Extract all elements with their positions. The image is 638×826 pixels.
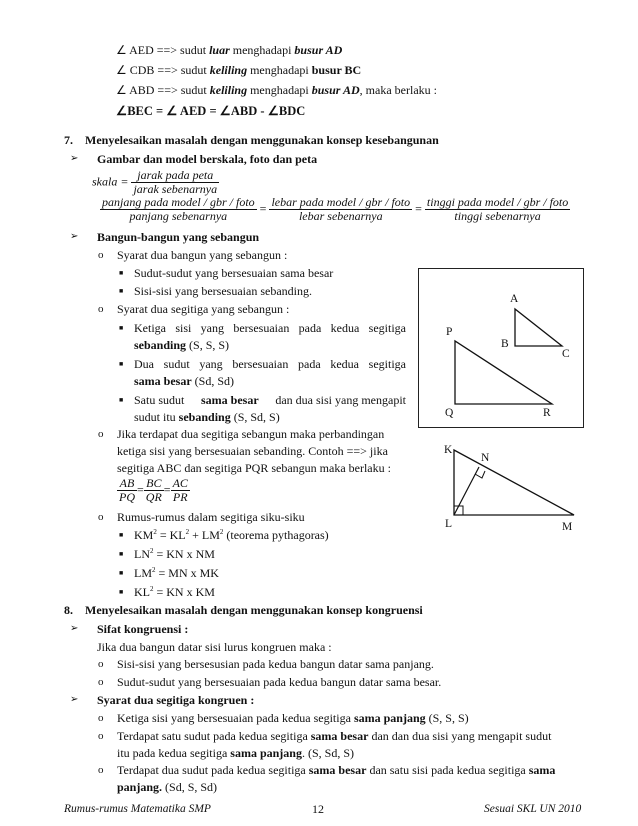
text: menghadapi [229, 43, 295, 57]
arrow-bullet-icon: ➢ [70, 623, 79, 634]
text: 2 [219, 528, 224, 536]
circle-bullet-icon: o [98, 764, 104, 776]
similar-triangles-figure [418, 268, 584, 428]
bullet-scale: Gambar dan model berskala, foto dan peta [97, 152, 318, 166]
circle-bullet-icon: o [98, 511, 104, 523]
text: tinggi pada model / gbr / foto [426, 195, 569, 209]
text: busur BC [311, 63, 362, 77]
text: = [415, 201, 422, 216]
line [117, 763, 555, 778]
circle-bullet-icon: o [98, 249, 104, 261]
arrow-bullet-icon: ➢ [70, 694, 79, 705]
fraction [425, 196, 570, 223]
triangle-abc [515, 309, 562, 346]
vertex-label-a: A [510, 293, 519, 305]
vertex-label-c: C [562, 348, 570, 360]
text: sama panjang [230, 746, 302, 760]
section-8-title: Menyelesaikan masalah dengan menggunakan konsep kongruensi [85, 603, 423, 617]
line [134, 338, 229, 353]
vertex-label-l: L [445, 518, 453, 530]
text: dan satu sisi pada kedua segitiga [366, 763, 529, 777]
vertex-label-n: N [481, 452, 490, 464]
line [134, 393, 406, 408]
section-7-title: Menyelesaikan masalah dengan menggunakan konsep kesebangunan [85, 133, 439, 147]
text: = [259, 201, 267, 216]
text: Sudut-sudut yang bersesuaian pada kedua bangun datar sama besar. [117, 675, 442, 689]
circle-bullet-icon: o [98, 303, 104, 315]
square-bullet-icon: ■ [119, 269, 124, 277]
text: sebanding [178, 410, 231, 424]
vertex-label-q: Q [445, 407, 454, 419]
line [117, 711, 469, 726]
text: menghadapi [247, 83, 312, 97]
text: Syarat dua bangun yang sebangun : [117, 248, 288, 262]
text: Dua sudut yang bersesuaian pada kedua segitiga [134, 357, 406, 371]
text: + LM [189, 528, 220, 542]
text: segitiga ABC dan segitiga PQR sebangun maka berlaku : [117, 461, 391, 475]
text: Jika dua bangun datar sisi lurus kongruen maka : [97, 640, 332, 654]
text: sama [528, 763, 556, 777]
text: busur AD [311, 83, 360, 97]
similar-ratio-formula: $\frac{AB}{PQ}$ = $\frac{BC}{QR}$ = $\frac{AC}{PR}$ [119, 476, 188, 504]
vertex-label-m: M [562, 521, 573, 533]
text: (Sd, Sd) [191, 374, 235, 388]
text: sudut itu [134, 410, 179, 424]
fraction [269, 196, 412, 223]
text: Syarat dua segitiga yang sebangun : [117, 302, 290, 316]
text: Sisi-sisi yang bersesuaian sebanding. [134, 284, 312, 298]
text: panjang. [117, 780, 163, 794]
text: KL [134, 585, 150, 599]
text: keliling [209, 83, 248, 97]
text: (S, S, S) [425, 711, 469, 725]
text: = KL [156, 528, 186, 542]
text: tinggi sebenarnya [454, 209, 541, 223]
angle-line-4: ∠BEC = ∠ AED = ∠ABD - ∠BDC [116, 104, 306, 118]
fraction [117, 477, 137, 504]
line [117, 780, 217, 795]
text: (S, Sd, S) [230, 410, 280, 424]
circle-bullet-icon: o [98, 658, 104, 670]
text: sama panjang [353, 711, 426, 725]
triangle-pqr [455, 341, 552, 404]
section-8-number: 8. [64, 603, 73, 617]
line [117, 746, 354, 761]
text: = MN x MK [155, 566, 219, 580]
text: AC [172, 476, 188, 490]
text: busur AD [294, 43, 343, 57]
text: sama besar [308, 763, 367, 777]
text: sebanding [134, 338, 187, 352]
fraction [100, 196, 257, 223]
text: 2 [150, 547, 154, 555]
line [117, 729, 551, 744]
vertex-label-b: B [501, 338, 509, 350]
square-bullet-icon: ■ [119, 531, 124, 539]
text: AB [117, 477, 137, 491]
text: Rumus-rumus dalam segitiga siku-siku [117, 510, 305, 524]
bullet-similar: Bangun-bangun yang sebangun [97, 230, 260, 244]
text: Terdapat dua sudut pada kedua segitiga [117, 763, 309, 777]
text: = KN x NM [153, 547, 215, 561]
text: 2 [150, 585, 154, 593]
text: panjang pada model / gbr / foto [102, 195, 255, 209]
text: KM [134, 528, 154, 542]
text: sama besar [310, 729, 369, 743]
formula-line [134, 528, 329, 543]
text: BC [144, 477, 164, 491]
text: Syarat dua segitiga kongruen : [97, 693, 255, 707]
text: QR [145, 490, 162, 504]
text: Satu sudut [134, 393, 185, 407]
text: skala = [92, 174, 129, 189]
text: keliling [209, 63, 248, 77]
square-bullet-icon: ■ [119, 588, 124, 596]
square-bullet-icon: ■ [119, 396, 124, 404]
vertex-label-p: P [446, 326, 453, 338]
fraction [131, 169, 219, 196]
text: Sisi-sisi yang bersesusian pada kedua bangun datar sama panjang. [117, 657, 434, 671]
text: 2 [185, 528, 190, 536]
text: Terdapat satu sudut pada kedua segitiga [117, 729, 311, 743]
section-7-number: 7. [64, 133, 73, 147]
text: lebar sebenarnya [298, 209, 383, 223]
text: dan dan dua sisi yang mengapit sudut [368, 729, 552, 743]
angle-line-2 [116, 63, 361, 78]
text: LN [134, 547, 150, 561]
arrow-bullet-icon: ➢ [70, 231, 79, 242]
square-bullet-icon: ■ [119, 569, 124, 577]
formula-line [134, 585, 215, 600]
text: menghadapi [247, 63, 312, 77]
angle-line-3 [116, 83, 437, 98]
text: = KN x KM [153, 585, 215, 599]
square-bullet-icon: ■ [119, 287, 124, 295]
page-number: 12 [312, 802, 324, 816]
text: . (S, Sd, S) [301, 746, 354, 760]
text: PR [172, 490, 188, 504]
text: Ketiga sisi yang bersesuaian pada kedua segitiga [134, 321, 406, 335]
text: Ketiga sisi yang bersesuaian pada kedua segitiga [117, 711, 354, 725]
square-bullet-icon: ■ [119, 360, 124, 368]
text: (S, S, S) [186, 338, 230, 352]
text: , maka berlaku : [359, 83, 437, 97]
formula-line [134, 547, 215, 562]
text: Jika terdapat dua segitiga sebangun maka perbandingan [117, 427, 385, 441]
arrow-bullet-icon: ➢ [70, 153, 79, 164]
text: ketiga sisi yang bersesuaian sebanding. Contoh ==> jika [117, 444, 388, 458]
footer-left: Rumus-rumus Matematika SMP [64, 803, 211, 815]
text: ∠ AED ==> sudut [116, 43, 210, 57]
line [134, 374, 234, 389]
text: ∠ CDB ==> sudut [116, 63, 210, 77]
triangle-klm [454, 450, 574, 515]
text: Sudut-sudut yang bersesuaian sama besar [134, 266, 334, 280]
text: (Sd, S, Sd) [162, 780, 218, 794]
circle-bullet-icon: o [98, 730, 104, 742]
angle-line-1 [116, 43, 342, 58]
text: luar [209, 43, 230, 57]
text: (teorema pythagoras) [223, 528, 329, 542]
formula-line [134, 566, 219, 581]
text: sama besar [201, 393, 259, 407]
text: 2 [153, 528, 157, 536]
text: lebar pada model / gbr / foto [271, 195, 411, 209]
vertex-label-k: K [444, 444, 453, 456]
square-bullet-icon: ■ [119, 550, 124, 558]
footer-right: Sesuai SKL UN 2010 [484, 803, 582, 815]
text: ∠ ABD ==> sudut [116, 83, 210, 97]
vertex-label-r: R [543, 407, 551, 419]
text: sama besar [134, 374, 192, 388]
square-bullet-icon: ■ [119, 324, 124, 332]
text: LM [134, 566, 152, 580]
text: jarak pada peta [131, 169, 219, 183]
text: itu pada kedua segitiga [117, 746, 231, 760]
ratio-formula [100, 196, 570, 223]
text: 2 [152, 566, 156, 574]
text: PQ [119, 490, 135, 504]
circle-bullet-icon: o [98, 428, 104, 440]
line [134, 410, 280, 425]
text: panjang sebenarnya [129, 209, 228, 223]
circle-bullet-icon: o [98, 712, 104, 724]
right-triangle-figure [437, 440, 582, 538]
fraction [144, 477, 164, 504]
text: jarak sebenarnya [133, 182, 218, 196]
fraction [171, 477, 190, 504]
right-triangle-svg [437, 440, 582, 538]
circle-bullet-icon: o [98, 676, 104, 688]
text: Sifat kongruensi : [97, 622, 189, 636]
text: dan dua sisi yang mengapit [275, 393, 406, 407]
scale-formula [92, 169, 219, 196]
